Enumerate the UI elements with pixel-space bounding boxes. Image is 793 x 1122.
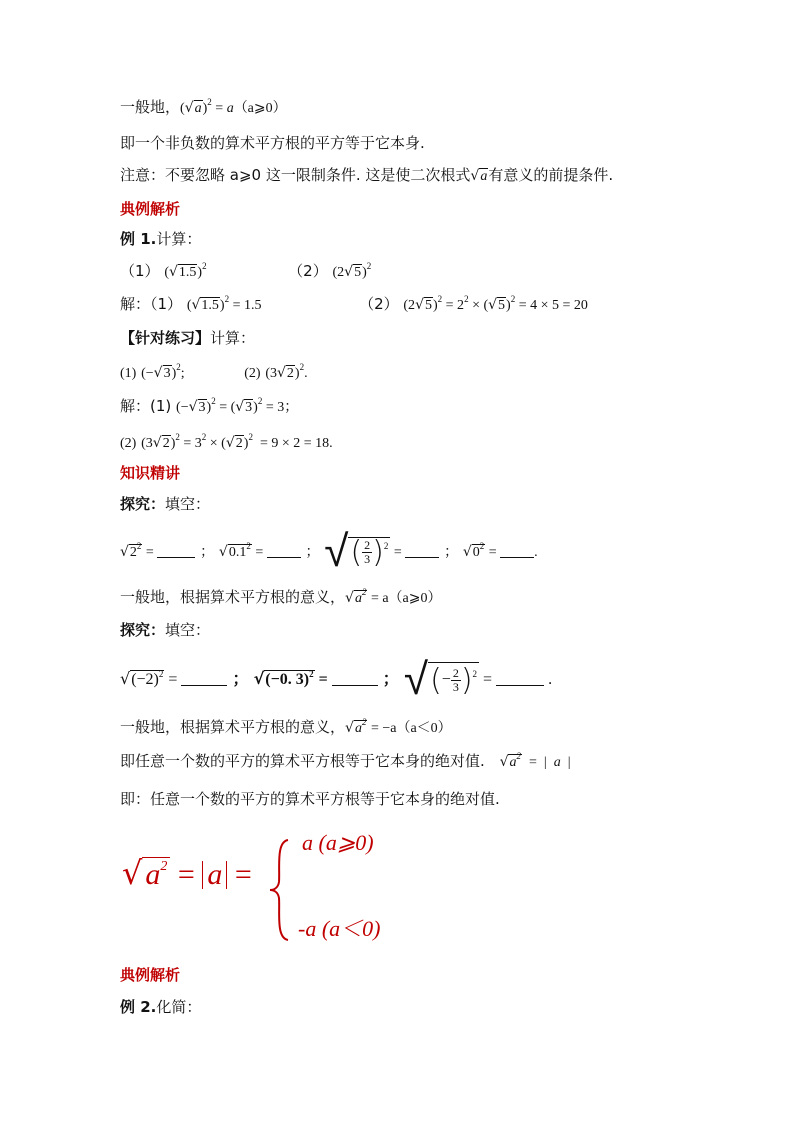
general-rule-2-formula: $√a^2$ = a（a⩾0）	[345, 587, 442, 606]
practice-solution-1-expr: $(-√3)^2 = (√3)^2 = 3$；	[176, 396, 299, 415]
blank-expr-sqrt-0.1-sq: $√0.1^2$ =	[219, 545, 301, 560]
practice-title	[120, 328, 255, 348]
answer-blank[interactable]	[496, 685, 544, 686]
practice-solution-2-expr: $(3√2)^2 = 3^2 \times (√2)^2 = 9 \times 2 = 18$.	[141, 432, 333, 451]
absolute-value-line-2: 即：任意一个数的平方的算术平方根等于它本身的绝对值.	[120, 790, 500, 808]
answer-blank[interactable]	[181, 685, 227, 686]
practice-q1-label: (1)	[120, 366, 137, 381]
note-line	[120, 165, 613, 187]
general-rule-3	[120, 717, 452, 739]
note-suffix: 有意义的前提条件.	[488, 166, 614, 184]
solution-label: 解：（1）	[120, 295, 183, 313]
general-rule-3-formula: $√a^2 = -a(a<0)$	[345, 717, 452, 736]
explore-1-title	[120, 494, 210, 514]
solution-2: $(2√5)^2 = 2^2 \times (√5)^2 = 4 \times 5 = 20$	[403, 294, 588, 313]
absolute-value-formula: $√a^2$ = | a |	[499, 751, 571, 770]
answer-blank[interactable]	[267, 557, 301, 558]
explore-2-label: 探究：	[120, 621, 166, 639]
answer-blank[interactable]	[405, 557, 439, 558]
practice-q2: $(3√2)^2$.	[265, 362, 308, 381]
blank-expr-sqrt-2-sq: $√2^2$ =	[120, 545, 195, 560]
blank-expr-sqrt-neg2-sq: $√(-2)^2$ =	[120, 671, 227, 688]
fill-blanks-2: $√(-2)^2$ = ； √(−0. 3)$^2$ = ； √(− $\frac{2}{3}$ )$^2$ = .	[120, 654, 553, 705]
piecewise-sqrt: √ $a^2$	[122, 855, 170, 893]
example-1-label: 例 1.	[120, 230, 157, 248]
general-rule-line	[120, 97, 287, 119]
practice-q2-label: (2)	[244, 366, 261, 381]
example-1-questions	[120, 261, 371, 283]
piecewise-lhs: √ $a^2 = a$ =	[122, 854, 252, 892]
blank-expr-sqrt-neg0.3-sq: √(−0. 3)$^2$ =	[254, 671, 378, 688]
piecewise-abs: a	[202, 861, 227, 889]
practice-questions	[120, 362, 308, 384]
note-radical: √a	[470, 168, 488, 184]
explore-2-text: 填空：	[165, 621, 211, 639]
formula-condition: （a⩾0）	[233, 101, 287, 116]
formula-sqrt-a-squared: $(√a)^2 = a$	[180, 97, 234, 116]
q2-label: （2）	[288, 262, 328, 280]
general-rule-2	[120, 587, 442, 609]
practice-text: 计算：	[210, 329, 256, 347]
piecewise-case-2: -a (a＜0)	[298, 916, 381, 941]
example-1-solution	[120, 294, 588, 316]
general-rule-prefix: 一般地，	[120, 98, 181, 116]
absolute-value-line	[120, 751, 571, 773]
answer-blank[interactable]	[500, 557, 534, 558]
explore-1-label: 探究：	[120, 495, 166, 513]
q2-expression: $(2√5)^2$	[332, 261, 372, 280]
absolute-value-text: 即任意一个数的平方的算术平方根等于它本身的绝对值.	[120, 752, 485, 770]
section-heading-examples: 典例解析	[120, 200, 181, 218]
explore-2-title	[120, 620, 210, 640]
example-2-label: 例 2.	[120, 998, 157, 1016]
general-rule-3-prefix: 一般地，根据算术平方根的意义，	[120, 718, 346, 736]
practice-q1: $(-√3)^2$;	[141, 362, 185, 381]
explore-1-text: 填空：	[165, 495, 211, 513]
note-prefix: 注意：不要忽略 a⩾0 这一限制条件. 这是使二次根式	[120, 166, 471, 184]
practice-label: 【针对练习】	[120, 329, 211, 347]
solution-1: $(√1.5)^2 = 1.5$	[186, 294, 262, 313]
practice-solution-label: 解：(1)	[120, 397, 172, 415]
q1-expression: $(√1.5)^2$	[164, 261, 207, 280]
example-1-title	[120, 229, 201, 249]
blank-expr-sqrt-frac-sq: √( $\frac{2}{3}$ )$^2$ =	[324, 545, 439, 560]
section-heading-examples-2: 典例解析	[120, 966, 181, 984]
answer-blank[interactable]	[157, 557, 195, 558]
fill-blanks-1: $√2^2$ = ； $√0.1^2$ = ； √( $\frac{2}{3}$ )$^2$ = ； $√0^2$ = .	[120, 526, 538, 577]
practice-solution-2-label: (2)	[120, 436, 137, 451]
example-2-title	[120, 997, 201, 1017]
piecewise-case-1: a (a⩾0)	[302, 830, 374, 855]
explanation-line: 即一个非负数的算术平方根的平方等于它本身.	[120, 134, 425, 152]
practice-solution-1	[120, 396, 298, 418]
blank-expr-sqrt-0-sq: $√0^2$ = .	[462, 541, 538, 560]
section-heading-knowledge: 知识精讲	[120, 464, 181, 482]
practice-solution-2	[120, 432, 333, 454]
solution-2-label: （2）	[359, 295, 399, 313]
answer-blank[interactable]	[332, 685, 378, 686]
piecewise-brace	[268, 838, 294, 942]
q1-label: （1）	[120, 262, 160, 280]
blank-expr-sqrt-negfrac-sq: √(− $\frac{2}{3}$ )$^2$ = .	[403, 654, 553, 705]
example-1-text: 计算：	[156, 230, 202, 248]
general-rule-2-prefix: 一般地，根据算术平方根的意义，	[120, 588, 346, 606]
example-2-text: 化简：	[156, 998, 202, 1016]
